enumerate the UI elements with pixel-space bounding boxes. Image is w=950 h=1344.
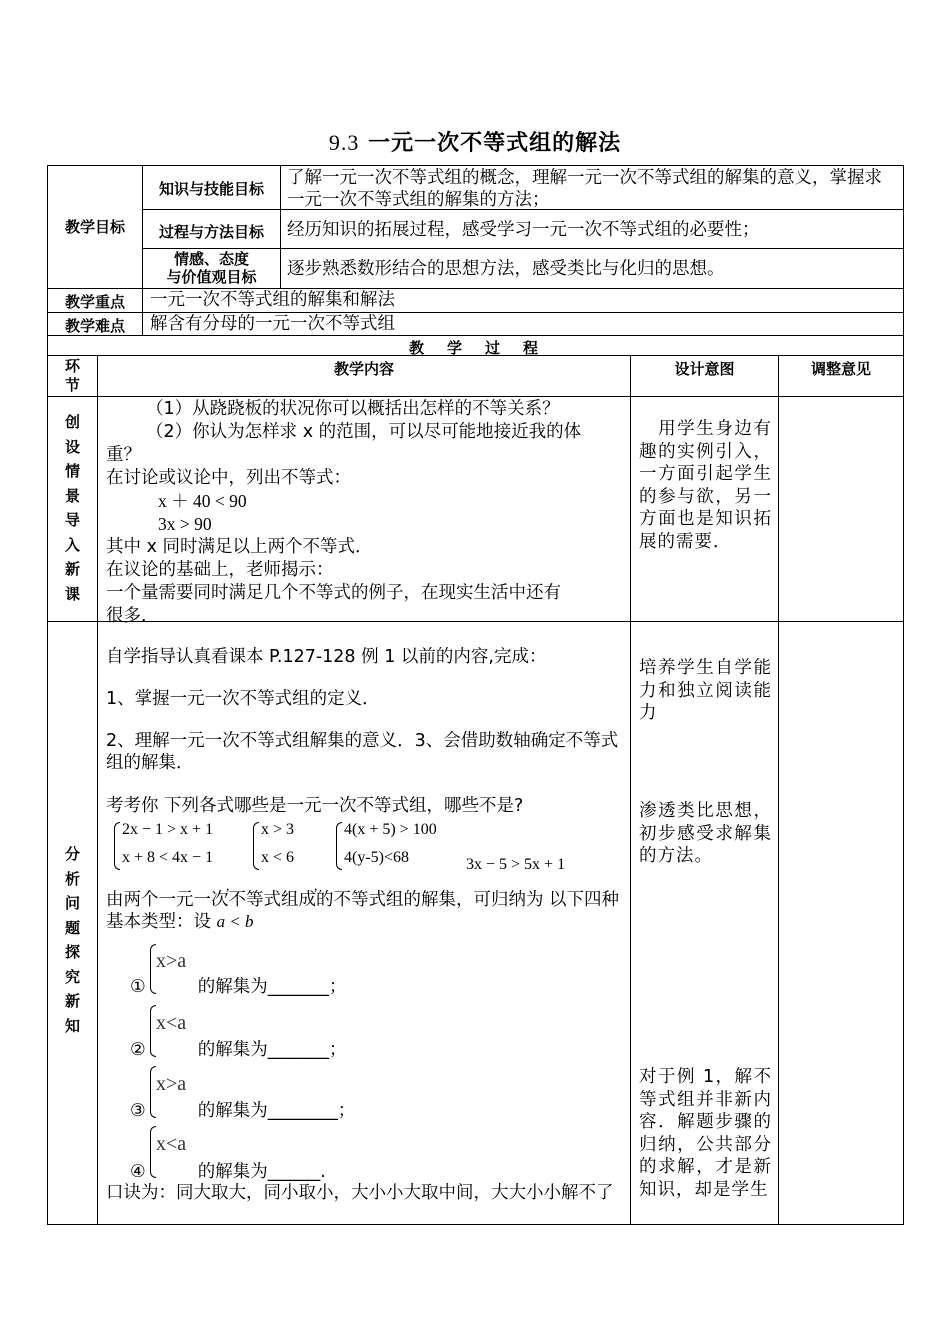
stage-char: 创 xyxy=(64,413,80,431)
goal-1: 1、掌握一元一次不等式组的定义． xyxy=(106,689,380,709)
stage-column-header xyxy=(48,357,97,395)
quiz-prompt: 考考你 下列各式哪些是一元一次不等式组，哪些不是? xyxy=(106,796,524,816)
type-3-text: 的解集为________； xyxy=(197,1101,356,1121)
type-2-text: 的解集为_______； xyxy=(197,1040,347,1060)
objectives-label: 教学目标 xyxy=(64,218,125,236)
type-4-num: ④ xyxy=(130,1162,146,1182)
teacher-reveal-line: 在议论的基础上，老师揭示： xyxy=(106,560,334,580)
section2-stage-label xyxy=(48,842,97,1038)
intent-column-header: 设计意图 xyxy=(674,360,735,378)
stage-char: 究 xyxy=(64,967,80,986)
system-2 xyxy=(261,816,294,872)
stage-char: 设 xyxy=(64,437,80,456)
self-study-guide: 自学指导认真看课本 P.127-128 例 1 以前的内容,完成： xyxy=(106,647,547,667)
emotion-values-label-line2: 与价值观目标 xyxy=(166,268,257,286)
example-line-cont: 很多． xyxy=(106,606,159,626)
knowledge-skill-label: 知识与技能目标 xyxy=(158,180,264,198)
type-1-glyph: x>a xyxy=(156,950,187,972)
stage-char: 问 xyxy=(64,894,80,912)
key-point-label: 教学重点 xyxy=(64,293,125,311)
stage-char: 析 xyxy=(64,869,80,888)
section1-content xyxy=(106,398,626,628)
system-1-line2: x + 8 < 4x − 1 xyxy=(122,849,214,866)
inequality-1: x ＋ 40 < 90 xyxy=(158,491,247,511)
type-3 xyxy=(130,1100,430,1122)
stage-char: 景 xyxy=(64,486,80,505)
type-1-text: 的解集为_______； xyxy=(197,977,347,997)
type-4 xyxy=(130,1161,430,1183)
type-2-num: ② xyxy=(130,1040,146,1060)
type-4-glyph: x<a xyxy=(156,1133,187,1155)
content-column-header: 教学内容 xyxy=(333,360,394,378)
inequality-2: 3x > 90 xyxy=(158,514,212,534)
stage-char: 新 xyxy=(64,992,80,1010)
section1-intent: 用学生身边有趣的实例引入，一方面引起学生的参与欲，另一方面也是知识拓展的需要． xyxy=(639,419,772,552)
classification-text-main: 由两个一元一次不等式组成的不等式组的解集，可归纳为 以下四种基本类型：设 xyxy=(106,890,620,932)
stage-char: 情 xyxy=(64,462,80,480)
system-1 xyxy=(122,816,213,872)
brace-icon xyxy=(253,822,259,870)
stage-header-line1: 环 xyxy=(64,357,80,375)
a-less-b: a < b xyxy=(216,912,254,931)
brace-icon xyxy=(114,822,120,870)
page-title xyxy=(0,126,950,157)
type-2-glyph: x<a xyxy=(156,1012,187,1034)
stage-char: 课 xyxy=(64,584,80,603)
difficulty-content: 解含有分母的一元一次不等式组 xyxy=(150,314,395,334)
emotion-values-label xyxy=(143,250,280,286)
stage-char: 新 xyxy=(64,560,80,578)
adjust-column-header: 调整意见 xyxy=(810,360,871,378)
stage-char: 导 xyxy=(64,511,80,529)
title-number: 9.3 xyxy=(328,130,360,155)
example-line: 一个量需要同时满足几个不等式的例子，在现实生活中还有 xyxy=(106,583,561,603)
type-3-glyph: x>a xyxy=(156,1073,187,1095)
system-1-line1: 2x − 1 > x + 1 xyxy=(122,821,214,838)
brace-icon xyxy=(336,822,342,870)
system-3-line1: 4(x + 5) > 100 xyxy=(344,821,437,838)
stage-char: 入 xyxy=(64,535,80,554)
stage-header-line2: 节 xyxy=(64,376,80,394)
type-2 xyxy=(130,1039,430,1061)
type-1-num: ① xyxy=(130,977,146,997)
title-text: 一元一次不等式组的解法 xyxy=(368,131,622,156)
emotion-values-content: 逐步熟悉数形结合的思想方法，感受类比与化归的思想。 xyxy=(287,259,725,279)
rhyme: 口诀为：同大取大，同小取小，大小小大取中间，大大小小解不了 xyxy=(106,1183,614,1203)
system-2-line1: x > 3 xyxy=(261,821,295,838)
system-3-line2: 4(y-5)<68 xyxy=(344,849,410,866)
single-inequality: 3x − 5 > 5x + 1 xyxy=(466,856,566,873)
key-point-content: 一元一次不等式组的解集和解法 xyxy=(150,290,395,310)
emotion-values-label-line1: 情感、态度 xyxy=(173,250,249,268)
section2-intent-2: 渗透类比思想，初步感受求解集的方法。 xyxy=(639,801,772,866)
comma-2: , xyxy=(314,879,318,894)
section2-intent-1: 培养学生自学能力和独立阅读能力 xyxy=(639,658,772,723)
system-2-line2: x < 6 xyxy=(261,849,295,866)
discussion-line: 在讨论或议论中，列出不等式： xyxy=(106,468,351,488)
difficulty-label: 教学难点 xyxy=(64,317,125,335)
stage-char: 探 xyxy=(64,943,80,961)
question-1: （1）从跷跷板的状况你可以概括出怎样的不等关系？ xyxy=(146,399,560,419)
knowledge-skill-content: 了解一元一次不等式组的概念，理解一元一次不等式组的解集的意义，掌握求一元一次不等式组的解集的方法； xyxy=(287,168,882,210)
stage-char: 分 xyxy=(64,845,80,863)
stage-char: 知 xyxy=(64,1016,80,1035)
type-3-num: ③ xyxy=(130,1101,146,1121)
process-header: 教 学 过 程 xyxy=(408,339,542,357)
question-2: （2）你认为怎样求 x 的范围，可以尽可能地接近我的体 xyxy=(146,422,582,442)
question-2-cont: 重？ xyxy=(106,445,141,465)
system-3 xyxy=(344,816,437,872)
type-1 xyxy=(130,976,430,998)
section2-intent-3: 对于例 1，解不等式组并非新内容．解题步骤的归纳，公共部分的求解，才是新知识，却是学生 xyxy=(639,1067,772,1200)
section1-stage-label xyxy=(48,410,97,606)
stage-char: 题 xyxy=(64,918,80,937)
process-method-content: 经历知识的拓展过程，感受学习一元一次不等式组的必要性； xyxy=(287,220,760,240)
classification-text xyxy=(106,889,624,933)
process-method-label: 过程与方法目标 xyxy=(158,223,264,241)
both-satisfy-line: 其中 x 同时满足以上两个不等式． xyxy=(106,537,373,557)
comma-1: , xyxy=(226,879,230,894)
goal-2-3: 2、理解一元一次不等式组解集的意义．3、会借助数轴确定不等式组的解集． xyxy=(106,731,619,773)
type-4-text: 的解集为______. xyxy=(197,1162,326,1182)
